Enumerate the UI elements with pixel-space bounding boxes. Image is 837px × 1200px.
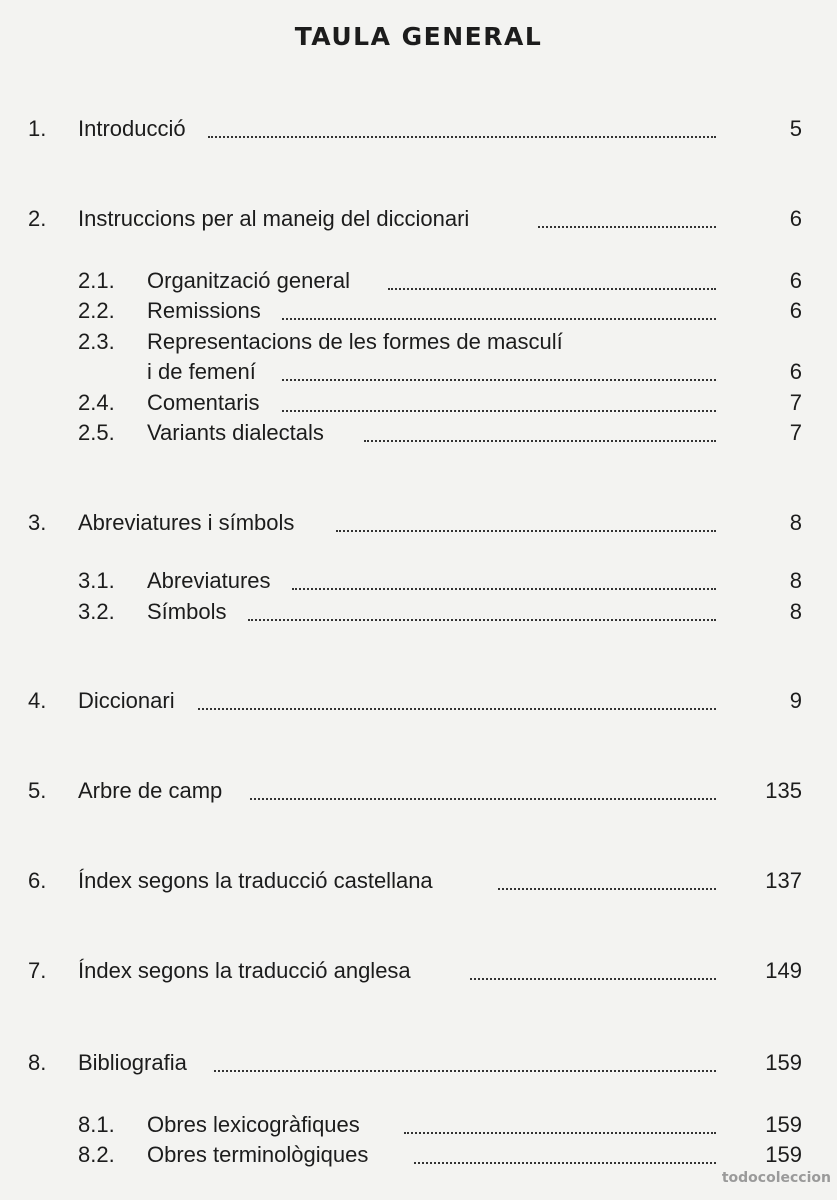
leader-dots	[388, 266, 716, 290]
leader-dots	[282, 296, 716, 320]
leader-dots	[198, 686, 716, 710]
leader-dots	[208, 114, 716, 138]
toc-entry[interactable]	[0, 866, 837, 896]
leader-dots	[414, 1140, 716, 1164]
entry-number: 5.	[28, 778, 47, 803]
entry-label: Bibliografia	[78, 1050, 187, 1075]
entry-page: 9	[789, 688, 802, 713]
entry-number: 2.2.	[78, 298, 115, 323]
entry-page: 135	[765, 778, 802, 803]
entry-page: 6	[789, 298, 802, 323]
entry-label: Representacions de les formes de masculí	[147, 329, 563, 354]
entry-number: 3.2.	[78, 599, 115, 624]
entry-number: 6.	[28, 868, 47, 893]
entry-page: 6	[789, 206, 802, 231]
entry-number: 2.1.	[78, 268, 115, 293]
entry-label: Remissions	[147, 298, 261, 323]
toc-subentry[interactable]	[0, 418, 837, 448]
toc-subentry[interactable]	[0, 566, 837, 596]
toc-subentry[interactable]	[0, 388, 837, 418]
entry-page: 5	[789, 116, 802, 141]
entry-number: 3.	[28, 510, 47, 535]
entry-page: 137	[765, 868, 802, 893]
leader-dots	[498, 866, 716, 890]
leader-dots	[538, 204, 716, 228]
entry-page: 6	[789, 359, 802, 384]
entry-label: Instruccions per al maneig del diccionari	[78, 206, 470, 231]
entry-label: Abreviatures	[147, 568, 271, 593]
entry-number: 1.	[28, 116, 47, 141]
entry-number: 8.1.	[78, 1112, 115, 1137]
toc-entry[interactable]	[0, 1048, 837, 1078]
entry-page: 6	[789, 268, 802, 293]
leader-dots	[364, 418, 716, 442]
toc-entry[interactable]	[0, 114, 837, 144]
entry-page: 159	[765, 1050, 802, 1075]
toc-subentry[interactable]	[0, 266, 837, 296]
entry-number: 8.	[28, 1050, 47, 1075]
entry-label: i de femení	[147, 359, 256, 384]
entry-page: 8	[789, 599, 802, 624]
toc-entry[interactable]	[0, 776, 837, 806]
leader-dots	[248, 597, 716, 621]
leader-dots	[282, 388, 716, 412]
toc-subentry[interactable]	[0, 1140, 837, 1170]
entry-label: Símbols	[147, 599, 227, 624]
entry-page: 7	[789, 420, 802, 445]
entry-label: Abreviatures i símbols	[78, 510, 295, 535]
leader-dots	[470, 956, 716, 980]
entry-label: Introducció	[78, 116, 186, 141]
entry-label: Índex segons la traducció anglesa	[78, 958, 411, 983]
leader-dots	[214, 1048, 716, 1072]
toc-entry[interactable]	[0, 508, 837, 538]
page-title: TAULA GENERAL	[294, 22, 543, 51]
toc-entry[interactable]	[0, 204, 837, 234]
entry-number: 3.1.	[78, 568, 115, 593]
entry-page: 159	[765, 1112, 802, 1137]
toc-entry[interactable]	[0, 686, 837, 716]
entry-label: Diccionari	[78, 688, 175, 713]
leader-dots	[292, 566, 716, 590]
leader-dots	[404, 1110, 716, 1134]
entry-number: 4.	[28, 688, 47, 713]
toc-subentry-continuation[interactable]	[0, 357, 837, 387]
leader-dots	[336, 508, 716, 532]
entry-number: 7.	[28, 958, 47, 983]
entry-page: 159	[765, 1142, 802, 1167]
leader-dots	[282, 357, 716, 381]
entry-number: 2.	[28, 206, 47, 231]
entry-label: Obres terminològiques	[147, 1142, 369, 1167]
entry-number: 2.5.	[78, 420, 115, 445]
toc-entry[interactable]	[0, 956, 837, 986]
entry-number: 2.4.	[78, 390, 115, 415]
entry-page: 7	[789, 390, 802, 415]
entry-label: Obres lexicogràfiques	[147, 1112, 360, 1137]
toc-subentry[interactable]	[0, 1110, 837, 1140]
entry-label: Organització general	[147, 268, 351, 293]
entry-number: 8.2.	[78, 1142, 115, 1167]
entry-label: Arbre de camp	[78, 778, 223, 803]
entry-page: 8	[789, 568, 802, 593]
entry-label: Variants dialectals	[147, 420, 324, 445]
watermark: todocoleccion	[721, 1170, 831, 1186]
entry-page: 149	[765, 958, 802, 983]
toc-subentry[interactable]	[0, 296, 837, 326]
entry-page: 8	[789, 510, 802, 535]
toc-subentry[interactable]	[0, 327, 837, 357]
leader-dots	[250, 776, 716, 800]
toc-subentry[interactable]	[0, 597, 837, 627]
entry-label: Índex segons la traducció castellana	[78, 868, 433, 893]
entry-number: 2.3.	[78, 329, 115, 354]
entry-label: Comentaris	[147, 390, 260, 415]
